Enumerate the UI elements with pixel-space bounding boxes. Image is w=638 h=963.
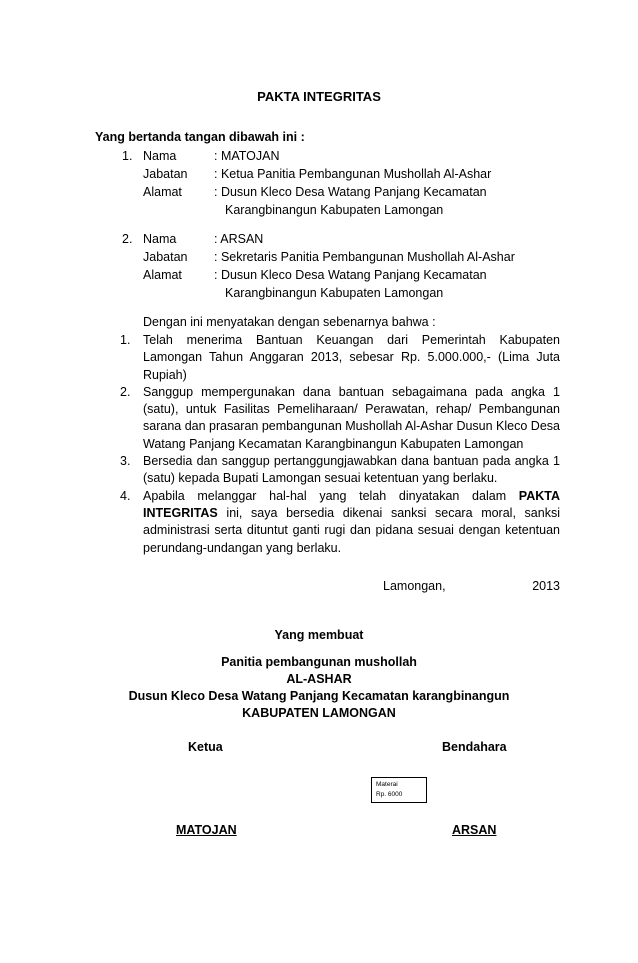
statement-number: 1. xyxy=(120,333,131,347)
nama-value: : ARSAN xyxy=(214,232,264,246)
statement-item xyxy=(120,453,560,488)
committee-name: Panitia pembangunan mushollah xyxy=(221,655,417,669)
alamat-label: Alamat xyxy=(143,185,182,199)
role-ketua: Ketua xyxy=(188,740,223,754)
made-by-label: Yang membuat xyxy=(274,628,364,642)
role-bendahara: Bendahara xyxy=(442,740,507,754)
stamp-label: Materai xyxy=(376,781,398,788)
signing-year: 2013 xyxy=(532,579,560,593)
statement-intro: Dengan ini menyatakan dengan sebenarnya bahwa : xyxy=(143,315,436,329)
jabatan-value: : Ketua Panitia Pembangunan Mushollah Al-Ashar xyxy=(214,167,492,181)
committee-mosque: AL-ASHAR xyxy=(286,672,352,686)
nama-value: : MATOJAN xyxy=(214,149,280,163)
signing-place: Lamongan, xyxy=(383,579,446,593)
alamat-value: : Dusun Kleco Desa Watang Panjang Kecamatan xyxy=(214,185,487,199)
materai-stamp-box xyxy=(371,777,427,803)
signatory-ketua: MATOJAN xyxy=(176,823,237,837)
alamat-value-continued: Karangbinangun Kabupaten Lamongan xyxy=(225,203,444,217)
nama-label: Nama xyxy=(143,149,177,163)
jabatan-value: : Sekretaris Panitia Pembangunan Mushollah Al-Ashar xyxy=(214,250,515,264)
statement-text: Telah menerima Bantuan Keuangan dari Pemerintah Kabupaten Lamongan Tahun Anggaran 2013, sebesar Rp. 5.000.000,- (Lima Juta Rupiah) xyxy=(143,333,560,382)
statement-text-end: ini, saya bersedia dikenai sanksi secara moral, sanksi administrasi serta dituntut ganti rugi dan pidana sesuai dengan ketentuan perundang-undangan yang berlaku. xyxy=(143,505,560,555)
statement-bold-text: PAKTA INTEGRITAS xyxy=(143,488,560,520)
alamat-label: Alamat xyxy=(143,268,182,282)
signatory-bendahara: ARSAN xyxy=(452,823,497,837)
jabatan-label: Jabatan xyxy=(143,167,188,181)
committee-address: Dusun Kleco Desa Watang Panjang Kecamatan karangbinangun xyxy=(128,689,510,703)
statement-number: 2. xyxy=(120,384,131,399)
statement-number: 3. xyxy=(120,454,131,469)
statement-item xyxy=(120,384,560,453)
alamat-value-continued: Karangbinangun Kabupaten Lamongan xyxy=(225,286,444,300)
person-number: 2. xyxy=(122,232,133,246)
person-number: 1. xyxy=(122,149,133,163)
document-title: PAKTA INTEGRITAS xyxy=(257,89,381,104)
alamat-value: : Dusun Kleco Desa Watang Panjang Kecamatan xyxy=(214,268,487,282)
statement-number: 4. xyxy=(120,488,131,503)
intro-text: Yang bertanda tangan dibawah ini : xyxy=(95,130,305,144)
statement-text: Sanggup mempergunakan dana bantuan sebagaimana pada angka 1 (satu), untuk Fasilitas Pemeliharaan/ Perawatan, rehap/ Pembangunan sarana dan prasaran pembangunan Mushollah Al-Ashar Dusun Kleco Desa Watang Panjang Kecamatan Karangbinangun Kabupaten Lamongan xyxy=(143,384,560,451)
statement-list xyxy=(120,332,560,557)
jabatan-label: Jabatan xyxy=(143,250,188,264)
statement-item xyxy=(120,332,560,384)
statement-item xyxy=(120,488,560,557)
nama-label: Nama xyxy=(143,232,177,246)
stamp-value: Rp. 6000 xyxy=(376,791,403,798)
statement-text-start: Apabila melanggar hal-hal yang telah dinyatakan dalam xyxy=(143,488,519,503)
committee-regency: KABUPATEN LAMONGAN xyxy=(242,706,396,720)
statement-text: Bersedia dan sanggup pertanggungjawabkan dana bantuan pada angka 1 (satu) kepada Bupati Lamongan sesuai ketentuan yang berlaku. xyxy=(143,454,560,486)
